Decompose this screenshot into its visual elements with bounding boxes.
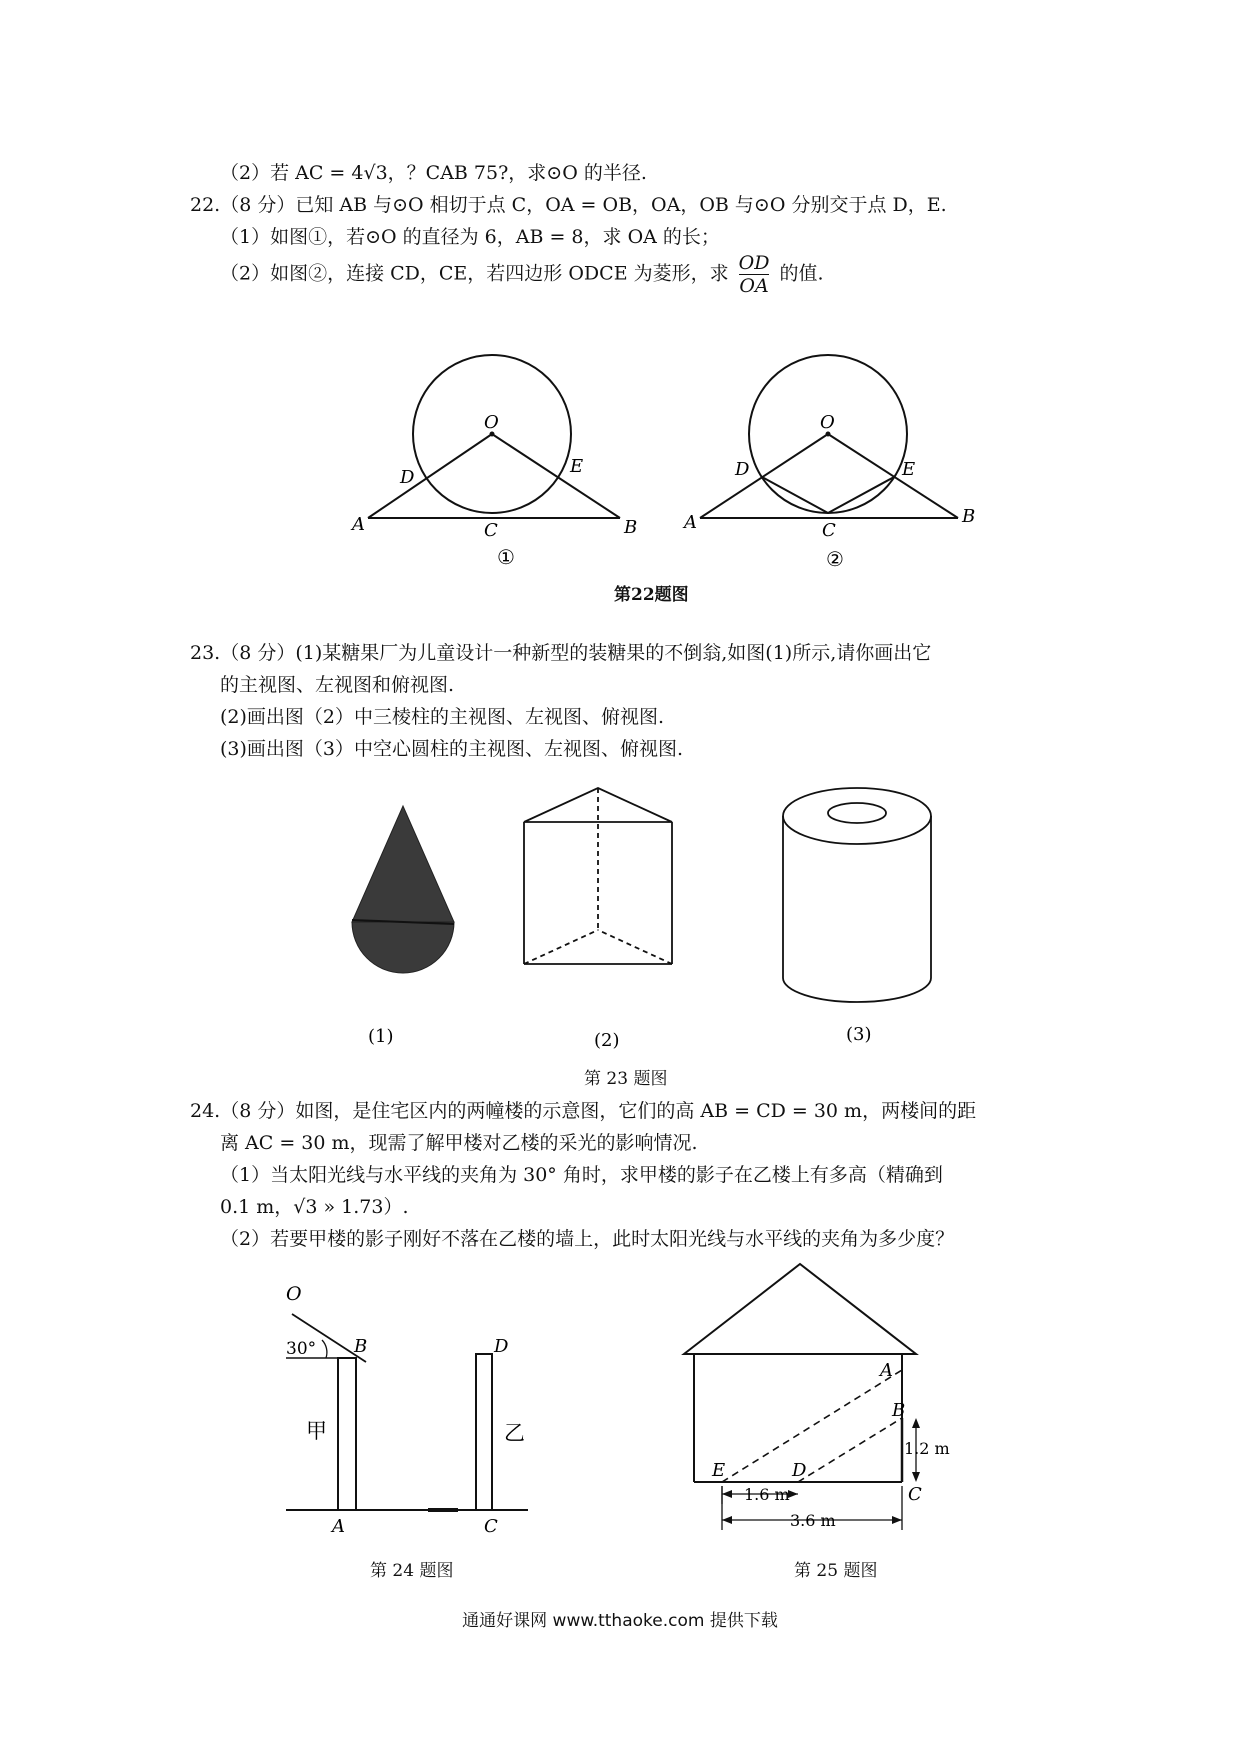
label-A: A	[332, 1516, 345, 1537]
label-O: O	[286, 1283, 302, 1305]
label-dist-2: 3.6 m	[790, 1511, 836, 1530]
q22-part1: （1）如图①，若⊙O 的直径为 6，AB = 8，求 OA 的长；	[220, 226, 720, 248]
label-C: C	[484, 520, 498, 541]
label-A: A	[684, 512, 697, 533]
page-footer: 通通好课网 www.tthaoke.com 提供下载	[462, 1611, 778, 1631]
label-E: E	[712, 1460, 726, 1481]
q21-part2: （2）若 AC = 4√3，？CAB 75?，求⊙O 的半径.	[220, 162, 647, 184]
label-O: O	[484, 412, 499, 433]
label-D: D	[735, 459, 750, 480]
q23-stem-line2: 的主视图、左视图和俯视图.	[220, 674, 455, 696]
label-O: O	[820, 412, 835, 433]
label-C: C	[484, 1516, 498, 1537]
fig2-label: ②	[826, 547, 844, 571]
q22-stem: 22.（8 分）已知 AB 与⊙O 相切于点 C，OA = OB，OA，OB 与⊙O 分别交于点 D，E.	[190, 194, 947, 216]
q22-caption: 第22题图	[614, 585, 689, 605]
label-A: A	[880, 1360, 893, 1381]
label-D: D	[400, 467, 415, 488]
label-C: C	[822, 520, 836, 541]
fig1-label: (1)	[368, 1026, 394, 1047]
q25-caption: 第 25 题图	[794, 1561, 878, 1581]
label-B: B	[624, 517, 638, 538]
q24-part2: （2）若要甲楼的影子刚好不落在乙楼的墙上，此时太阳光线与水平线的夹角为多少度？	[220, 1228, 955, 1250]
label-jia: 甲	[306, 1419, 327, 1443]
q24-part1-line2: 0.1 m，√3 » 1.73）.	[220, 1196, 409, 1218]
label-E: E	[902, 459, 916, 480]
label-B: B	[962, 506, 976, 527]
q23-part3: (3)画出图（3）中空心圆柱的主视图、左视图、俯视图.	[220, 738, 684, 760]
label-D: D	[494, 1336, 509, 1357]
fig2-label: (2)	[594, 1030, 620, 1051]
label-yi: 乙	[504, 1421, 525, 1445]
q22-part2-after: 的值.	[779, 262, 824, 285]
fig3-label: (3)	[846, 1024, 872, 1045]
label-dist-1: 1.6 m	[744, 1485, 790, 1504]
q22-part2-before: （2）如图②，连接 CD，CE，若四边形 ODCE 为菱形，求	[220, 262, 729, 285]
label-angle: 30°	[286, 1339, 317, 1359]
label-C: C	[908, 1484, 922, 1505]
fraction-denominator: OA	[739, 275, 769, 297]
label-B: B	[892, 1400, 906, 1421]
label-height: 1.2 m	[904, 1439, 950, 1458]
q23-caption: 第 23 题图	[584, 1069, 668, 1089]
label-B: B	[354, 1336, 368, 1357]
q23-stem-line1: 23.（8 分）(1)某糖果厂为儿童设计一种新型的装糖果的不倒翁,如图(1)所示,请你画出它	[190, 642, 932, 664]
label-E: E	[570, 456, 584, 477]
q24-stem-line1: 24.（8 分）如图，是住宅区内的两幢楼的示意图，它们的高 AB = CD = 30 m，两楼间的距	[190, 1100, 977, 1122]
q23-part2: (2)画出图（2）中三棱柱的主视图、左视图、俯视图.	[220, 706, 665, 728]
label-A: A	[352, 514, 365, 535]
label-D: D	[792, 1460, 807, 1481]
q24-stem-line2: 离 AC = 30 m，现需了解甲楼对乙楼的采光的影响情况.	[220, 1132, 698, 1154]
fig1-label: ①	[497, 545, 515, 569]
q24-part1-line1: （1）当太阳光线与水平线的夹角为 30° 角时，求甲楼的影子在乙楼上有多高（精确到	[220, 1164, 943, 1186]
q24-caption: 第 24 题图	[370, 1561, 454, 1581]
fraction-numerator: OD	[738, 252, 770, 274]
